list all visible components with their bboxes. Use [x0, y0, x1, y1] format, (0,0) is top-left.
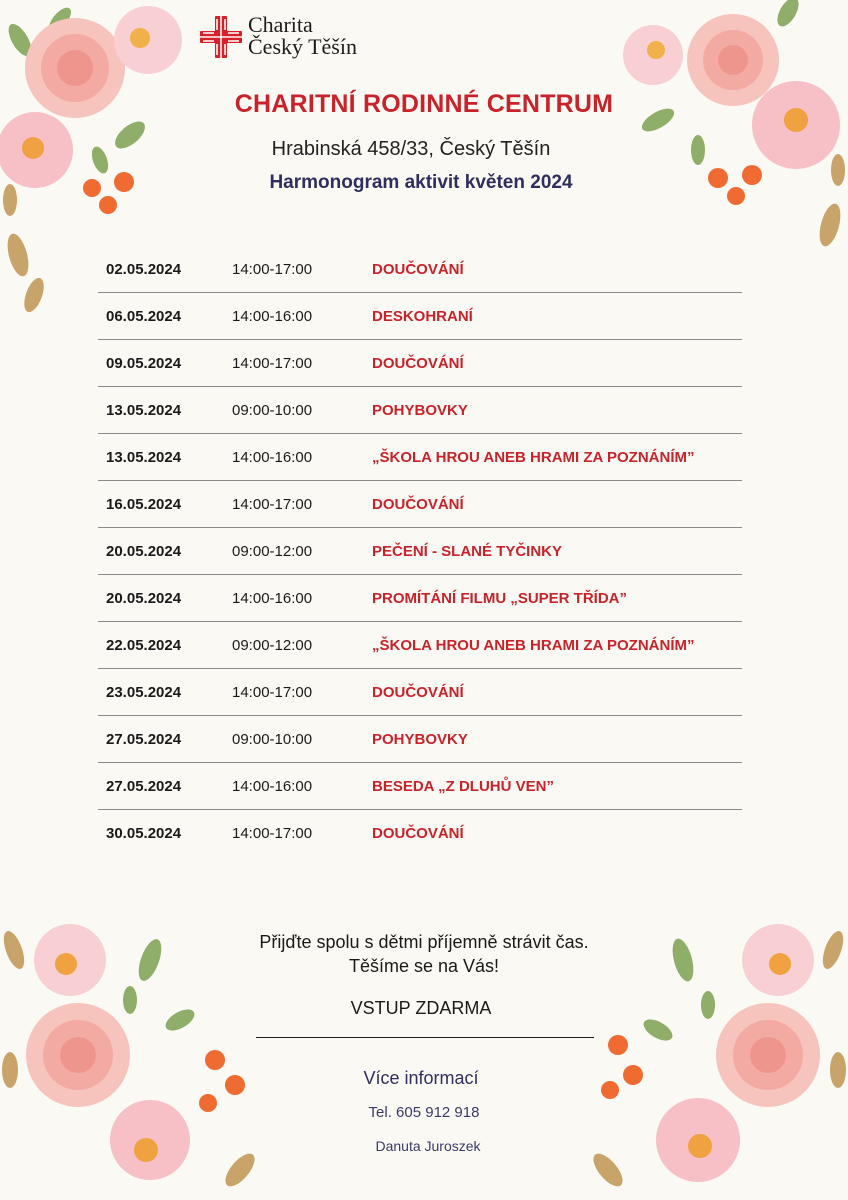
- schedule-row: [98, 387, 742, 434]
- address: Hrabinská 458/33, Český Těšín: [271, 138, 551, 160]
- schedule-time: 09:00-12:00: [232, 542, 313, 560]
- schedule-date: 20.05.2024: [106, 589, 182, 607]
- schedule-table: [98, 246, 742, 857]
- schedule-time: 14:00-17:00: [232, 354, 313, 372]
- schedule-time: 14:00-16:00: [232, 589, 313, 607]
- schedule-row: [98, 575, 742, 622]
- schedule-date: 06.05.2024: [106, 307, 182, 325]
- contact-person: Danuta Juroszek: [375, 1138, 481, 1154]
- schedule-activity: DESKOHRANÍ: [372, 307, 473, 325]
- schedule-row: [98, 293, 742, 340]
- schedule-date: 13.05.2024: [106, 448, 182, 466]
- schedule-activity: DOUČOVÁNÍ: [372, 260, 464, 278]
- schedule-time: 09:00-10:00: [232, 730, 313, 748]
- schedule-time: 14:00-17:00: [232, 495, 313, 513]
- schedule-activity: DOUČOVÁNÍ: [372, 825, 464, 842]
- schedule-date: 02.05.2024: [106, 260, 182, 278]
- schedule-activity: PROMÍTÁNÍ FILMU „SUPER TŘÍDA”: [372, 589, 627, 607]
- schedule-date: 23.05.2024: [106, 683, 182, 701]
- schedule-activity: POHYBOVKY: [372, 730, 468, 748]
- schedule-time: 14:00-16:00: [232, 448, 313, 466]
- schedule-activity: „ŠKOLA HROU ANEB HRAMI ZA POZNÁNÍM”: [372, 448, 695, 466]
- invitation-line-1: Přijďte spolu s dětmi příjemně strávit čas.: [259, 932, 589, 952]
- schedule-activity: POHYBOVKY: [372, 401, 468, 419]
- schedule-time: 14:00-16:00: [232, 307, 313, 325]
- schedule-row: [98, 810, 742, 857]
- logo-line-2: Český Těšín: [248, 34, 357, 59]
- schedule-row: [98, 622, 742, 669]
- page-subtitle: Harmonogram aktivit květen 2024: [269, 172, 573, 193]
- schedule-activity: „ŠKOLA HROU ANEB HRAMI ZA POZNÁNÍM”: [372, 636, 695, 654]
- schedule-row: [98, 763, 742, 810]
- schedule-row: [98, 528, 742, 575]
- schedule-time: 14:00-17:00: [232, 825, 313, 842]
- schedule-time: 09:00-10:00: [232, 401, 313, 419]
- schedule-date: 09.05.2024: [106, 354, 182, 372]
- page-title: CHARITNÍ RODINNÉ CENTRUM: [234, 90, 614, 118]
- schedule-date: 30.05.2024: [106, 825, 182, 842]
- schedule-date: 20.05.2024: [106, 542, 182, 560]
- free-entry-label: VSTUP ZDARMA: [350, 998, 492, 1018]
- schedule-date: 13.05.2024: [106, 401, 182, 419]
- schedule-row: [98, 716, 742, 763]
- schedule-row: [98, 246, 742, 293]
- schedule-date: 22.05.2024: [106, 636, 182, 654]
- phone-number: Tel. 605 912 918: [368, 1104, 480, 1121]
- schedule-time: 14:00-17:00: [232, 260, 313, 278]
- schedule-date: 27.05.2024: [106, 730, 182, 748]
- schedule-activity: DOUČOVÁNÍ: [372, 495, 464, 513]
- schedule-date: 16.05.2024: [106, 495, 182, 513]
- schedule-row: [98, 434, 742, 481]
- schedule-activity: PEČENÍ - SLANÉ TYČINKY: [372, 542, 563, 560]
- invitation-text: [0, 930, 848, 978]
- logo-line-1: Charita: [248, 12, 313, 37]
- more-info-heading: Více informací: [363, 1068, 479, 1088]
- schedule-row: [98, 669, 742, 716]
- schedule-date: 27.05.2024: [106, 777, 182, 795]
- schedule-row: [98, 481, 742, 528]
- charita-logo: [200, 14, 357, 58]
- divider: [256, 1037, 594, 1038]
- schedule-time: 14:00-16:00: [232, 777, 313, 795]
- invitation-line-2: Těšíme se na Vás!: [348, 956, 500, 976]
- schedule-activity: DOUČOVÁNÍ: [372, 354, 464, 372]
- schedule-activity: BESEDA „Z DLUHŮ VEN”: [372, 777, 554, 795]
- schedule-row: [98, 340, 742, 387]
- schedule-time: 09:00-12:00: [232, 636, 313, 654]
- charita-cross-icon: [200, 16, 242, 58]
- logo-text: [248, 14, 357, 58]
- schedule-activity: DOUČOVÁNÍ: [372, 683, 464, 701]
- schedule-time: 14:00-17:00: [232, 683, 313, 701]
